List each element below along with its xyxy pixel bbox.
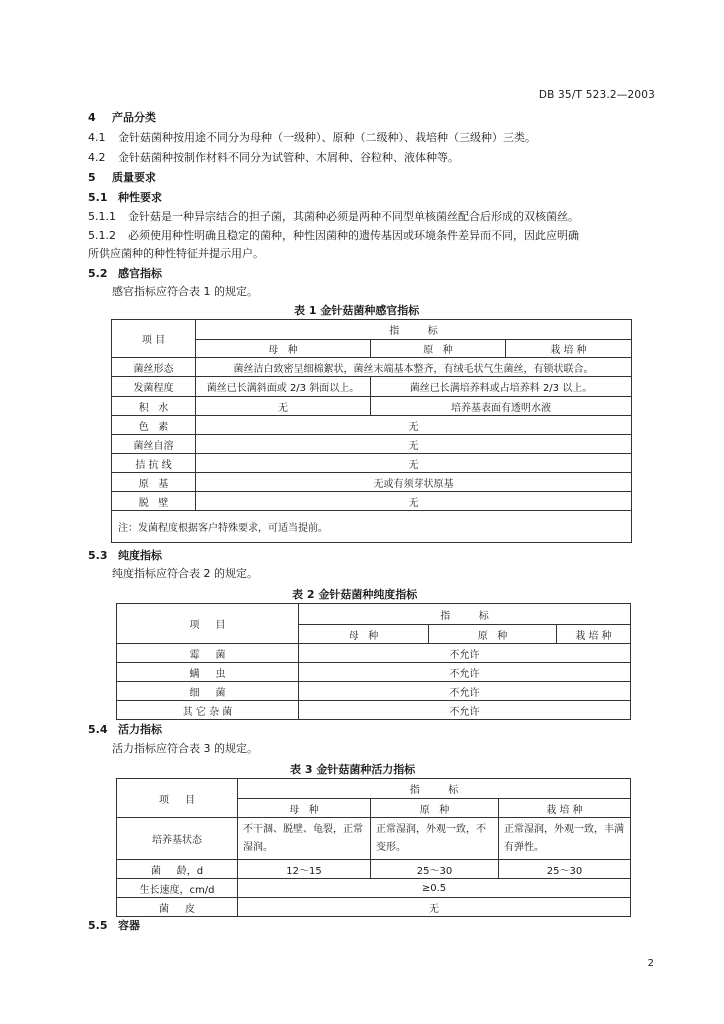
table-row-label: 脱 壁 (112, 492, 196, 511)
section-5-2-text: 感官指标应符合表 1 的规定。 (112, 285, 258, 298)
table-3-caption: 表 3 金针菇菌种活力指标 (290, 763, 416, 776)
table-row-label: 霉 菌 (117, 644, 299, 663)
table-1-note: 注：发菌程度根据客户特殊要求，可适当提前。 (112, 511, 632, 543)
table-3-header-item: 项 目 (117, 779, 238, 818)
section-5-1-2: 5.1.2 必须使用种性明确且稳定的菌种，种性因菌种的遗传基因或环境条件差异而不同，因此应明确 (88, 229, 579, 242)
table-cell: 12～15 (238, 860, 371, 879)
table-row-label: 螨 虫 (117, 663, 299, 682)
table-row-label: 菌丝形态 (112, 358, 196, 377)
table-cell: 无 (196, 435, 632, 454)
section-5-3-text: 纯度指标应符合表 2 的规定。 (112, 567, 258, 580)
table-2-purity (116, 603, 631, 720)
table-row-label: 生长速度，cm/d (117, 879, 238, 898)
table-cell: 无或有须芽状原基 (196, 473, 632, 492)
section-5-1-1: 5.1.1 金针菇是一种异宗结合的担子菌，其菌种必须是两种不同型单核菌丝配合后形成的双核菌丝。 (88, 210, 579, 223)
table-2-header-original: 原 种 (429, 625, 557, 644)
section-5-2-heading: 5.2 感官指标 (88, 267, 162, 280)
table-cell: 不允许 (299, 682, 631, 701)
table-cell: 无 (196, 454, 632, 473)
table-2-header-item: 项 目 (117, 604, 299, 644)
table-2-header-index: 指 标 (299, 604, 631, 625)
table-row-label: 细 菌 (117, 682, 299, 701)
table-cell: 菌丝已长满斜面或 2/3 斜面以上。 (196, 377, 371, 397)
table-row-label: 原 基 (112, 473, 196, 492)
section-4-1: 4.1 金针菇菌种按用途不同分为母种（一级种）、原种（二级种）、栽培种（三级种）三类。 (88, 131, 536, 144)
table-1-header-item: 项 目 (112, 320, 196, 358)
table-2-header-mother: 母 种 (299, 625, 429, 644)
document-code: DB 35/T 523.2—2003 (538, 89, 655, 101)
table-cell: 无 (196, 397, 371, 416)
table-row-label: 积 水 (112, 397, 196, 416)
table-cell: 正常湿润，外观一致，不变形。 (371, 818, 499, 860)
table-3-header-original: 原 种 (371, 799, 499, 818)
table-row-label: 菌 皮 (117, 898, 238, 917)
table-cell: 无 (196, 492, 632, 511)
table-3-header-index: 指 标 (238, 779, 631, 799)
section-5-4-heading: 5.4 活力指标 (88, 723, 162, 736)
section-5-3-heading: 5.3 纯度指标 (88, 549, 162, 562)
section-5-4-text: 活力指标应符合表 3 的规定。 (112, 742, 258, 755)
table-3-header-mother: 母 种 (238, 799, 371, 818)
section-5-1-heading: 5.1 种性要求 (88, 191, 162, 204)
table-1-caption: 表 1 金针菇菌种感官指标 (294, 304, 420, 317)
table-2-header-cultivation: 栽 培 种 (557, 625, 631, 644)
table-3-vitality (116, 778, 631, 917)
table-cell: ≥0.5 (238, 879, 631, 898)
section-4-2: 4.2 金针菇菌种按制作材料不同分为试管种、木屑种、谷粒种、液体种等。 (88, 151, 459, 164)
table-cell: 不干涸、脱壁、龟裂，正常湿润。 (238, 818, 371, 860)
table-cell: 正常湿润，外观一致，丰满有弹性。 (499, 818, 631, 860)
table-cell: 菌丝已长满培养料或占培养料 2/3 以上。 (371, 377, 632, 397)
table-1-header-original: 原 种 (371, 340, 506, 358)
table-cell: 无 (196, 416, 632, 435)
table-row-label: 菌丝自溶 (112, 435, 196, 454)
section-5-heading: 5 质量要求 (88, 171, 156, 184)
table-row-label: 菌 龄，d (117, 860, 238, 879)
table-1-header-cultivation: 栽 培 种 (506, 340, 632, 358)
table-cell: 无 (238, 898, 631, 917)
table-1-header-mother: 母 种 (196, 340, 371, 358)
table-cell: 25～30 (371, 860, 499, 879)
table-row-label: 发菌程度 (112, 377, 196, 397)
table-1-sensory (111, 319, 632, 543)
table-row-label: 其 它 杂 菌 (117, 701, 299, 720)
section-4-heading: 4 产品分类 (88, 111, 156, 124)
table-cell: 25～30 (499, 860, 631, 879)
section-5-1-2-continued: 所供应菌种的种性特征并提示用户。 (88, 247, 264, 260)
table-row-label: 拮 抗 线 (112, 454, 196, 473)
table-row-label: 色 素 (112, 416, 196, 435)
table-3-header-cultivation: 栽 培 种 (499, 799, 631, 818)
table-cell: 培养基表面有透明水液 (371, 397, 632, 416)
page-number: 2 (647, 958, 654, 969)
table-cell: 不允许 (299, 701, 631, 720)
table-cell: 菌丝洁白致密呈细棉絮状，菌丝末端基本整齐，有绒毛状气生菌丝，有锁状联合。 (196, 358, 632, 377)
section-5-5-heading: 5.5 容器 (88, 919, 140, 932)
table-2-caption: 表 2 金针菇菌种纯度指标 (292, 588, 418, 601)
table-row-label: 培养基状态 (117, 818, 238, 860)
table-1-header-index: 指 标 (196, 320, 632, 340)
table-cell: 不允许 (299, 644, 631, 663)
table-cell: 不允许 (299, 663, 631, 682)
